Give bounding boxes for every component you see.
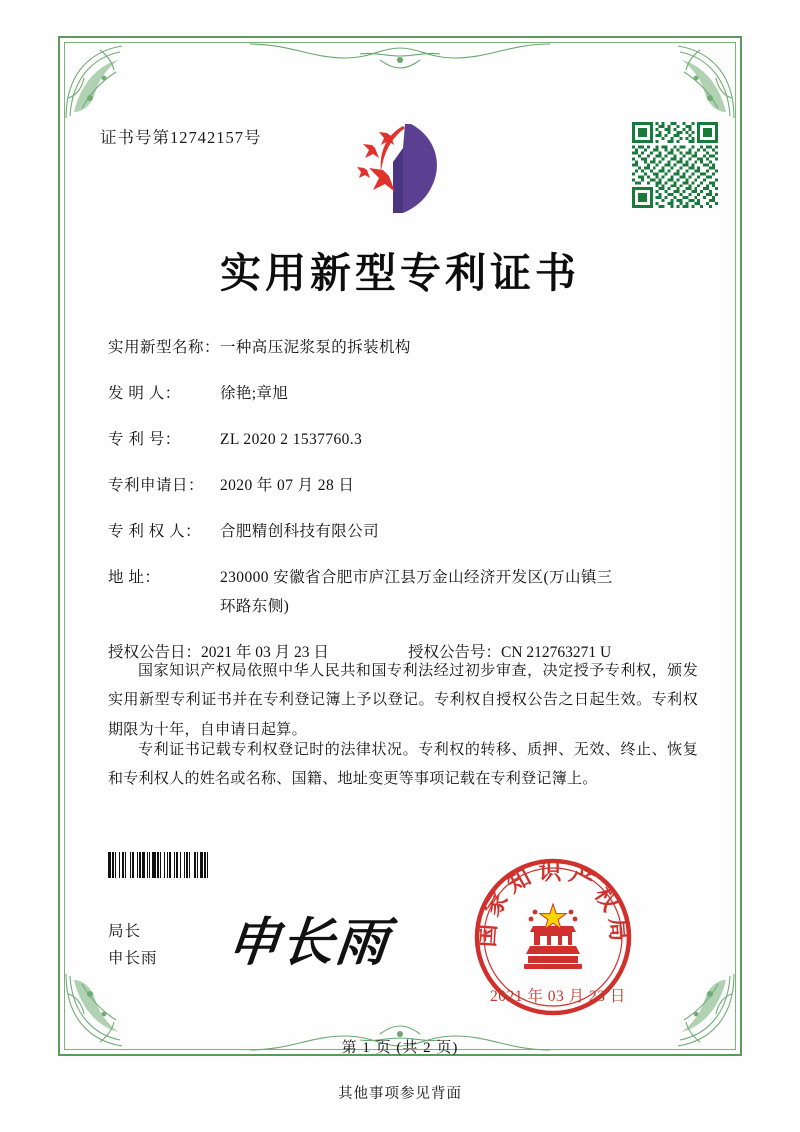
field-value-address-line2: 环路东侧) [220,598,290,616]
footer-note: 其他事项参见背面 [338,1086,462,1102]
top-flourish-icon [250,38,550,78]
field-row-holder [108,520,708,544]
corner-ornament-icon [60,38,156,124]
body-paragraph-2: 专利证书记载专利权登记时的法律状况。专利权的转移、质押、无效、终止、恢复和专利权人的姓名或名称、国籍、地址变更等事项记载在专利登记簿上。 [108,742,698,788]
field-value-grant-number: CN 212763271 U [501,644,612,662]
page-number: 第 1 页 (共 2 页) [341,1040,459,1056]
page-title: 实用新型专利证书 [220,249,580,297]
field-value-address [220,566,708,619]
field-value-patent-number: ZL 2020 2 1537760.3 [220,431,363,449]
field-label-grant-number: 授权公告号： [408,644,502,662]
field-value-application-date: 2020 年 07 月 28 日 [220,477,355,495]
signature-role-label: 局长 [108,923,142,940]
body-paragraph-1: 国家知识产权局依照中华人民共和国专利法经过初步审查，决定授予专利权，颁发实用新型专利证书并在专利登记簿上予以登记。专利权自授权公告之日起生效。专利权期限为十年，自申请日起算。 [108,663,698,738]
field-row-patent-number [108,428,708,452]
handwritten-signature: 申长雨 [224,912,393,973]
field-row-inventor [108,382,708,406]
svg-text:国家知识产权局: 国家知识产权局 [474,858,632,948]
field-value-inventor: 徐艳;章旭 [220,385,289,403]
seal-date: 2021 年 03 月 23 日 [490,988,626,1005]
field-value-holder: 合肥精创科技有限公司 [220,523,380,541]
corner-ornament-icon [644,38,740,124]
field-list [108,336,708,687]
field-label-patent-number: 专 利 号： [108,431,181,449]
field-label-address: 地 址： [108,569,161,587]
certificate-number: 证书号第12742157号 [100,128,262,147]
field-label-name: 实用新型名称： [108,339,221,356]
field-row-address [108,566,708,619]
field-value-name: 一种高压泥浆泵的拆装机构 [220,339,411,356]
field-label-application-date: 专利申请日： [108,477,205,495]
barcode-icon [108,852,318,878]
field-label-holder: 专 利 权 人： [108,523,202,541]
field-label-grant-date: 授权公告日： [108,644,202,662]
field-value-grant-date: 2021 年 03 月 23 日 [201,644,329,662]
field-row-application-date [108,474,708,498]
qr-code-icon [632,122,718,208]
cnipa-logo-icon [345,118,455,218]
signature-name-label: 申长雨 [108,950,158,968]
signature-labels [108,918,158,972]
field-label-inventor: 发 明 人： [108,385,181,403]
field-row-name [108,336,708,360]
field-value-address-line1: 230000 安徽省合肥市庐江县万金山经济开发区(万山镇三 [220,569,613,587]
